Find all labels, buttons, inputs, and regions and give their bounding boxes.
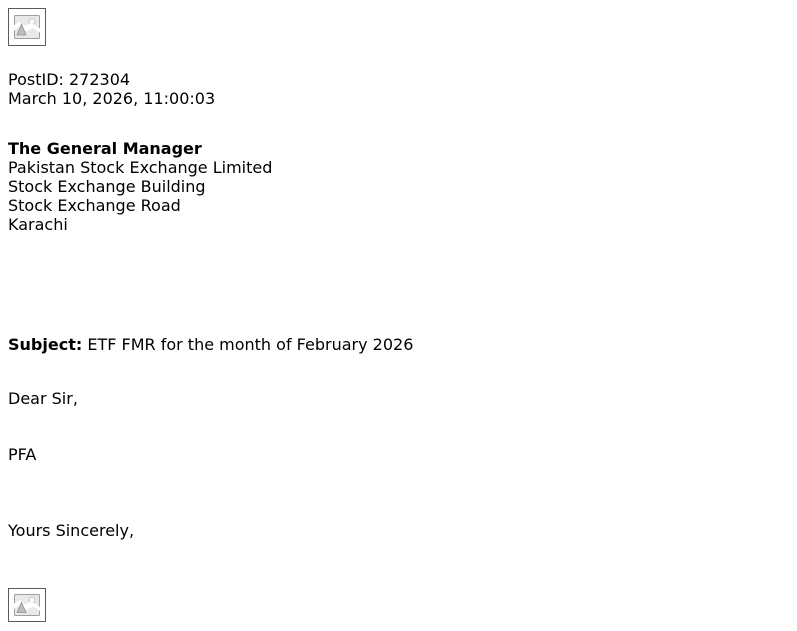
- subject-line: [8, 335, 413, 354]
- recipient-name: The General Manager: [8, 139, 202, 158]
- recipient-line: Karachi: [8, 215, 68, 234]
- post-id: PostID: 272304: [8, 70, 131, 89]
- post-meta: [8, 70, 215, 108]
- subject-text: ETF FMR for the month of February 2026: [87, 335, 414, 354]
- closing: Yours Sincerely,: [8, 521, 135, 540]
- broken-image-icon: [14, 594, 40, 616]
- broken-image-icon: [14, 15, 40, 39]
- subject-label: Subject:: [8, 335, 83, 354]
- body-text: PFA: [8, 445, 37, 464]
- recipient-line: Stock Exchange Building: [8, 177, 206, 196]
- post-date: March 10, 2026, 11:00:03: [8, 89, 216, 108]
- signature-broken-image: [8, 588, 46, 622]
- recipient-line: Stock Exchange Road: [8, 196, 181, 215]
- header-broken-image: [8, 8, 46, 46]
- salutation: Dear Sir,: [8, 389, 78, 408]
- recipient-line: Pakistan Stock Exchange Limited: [8, 158, 273, 177]
- recipient-address: [8, 139, 272, 234]
